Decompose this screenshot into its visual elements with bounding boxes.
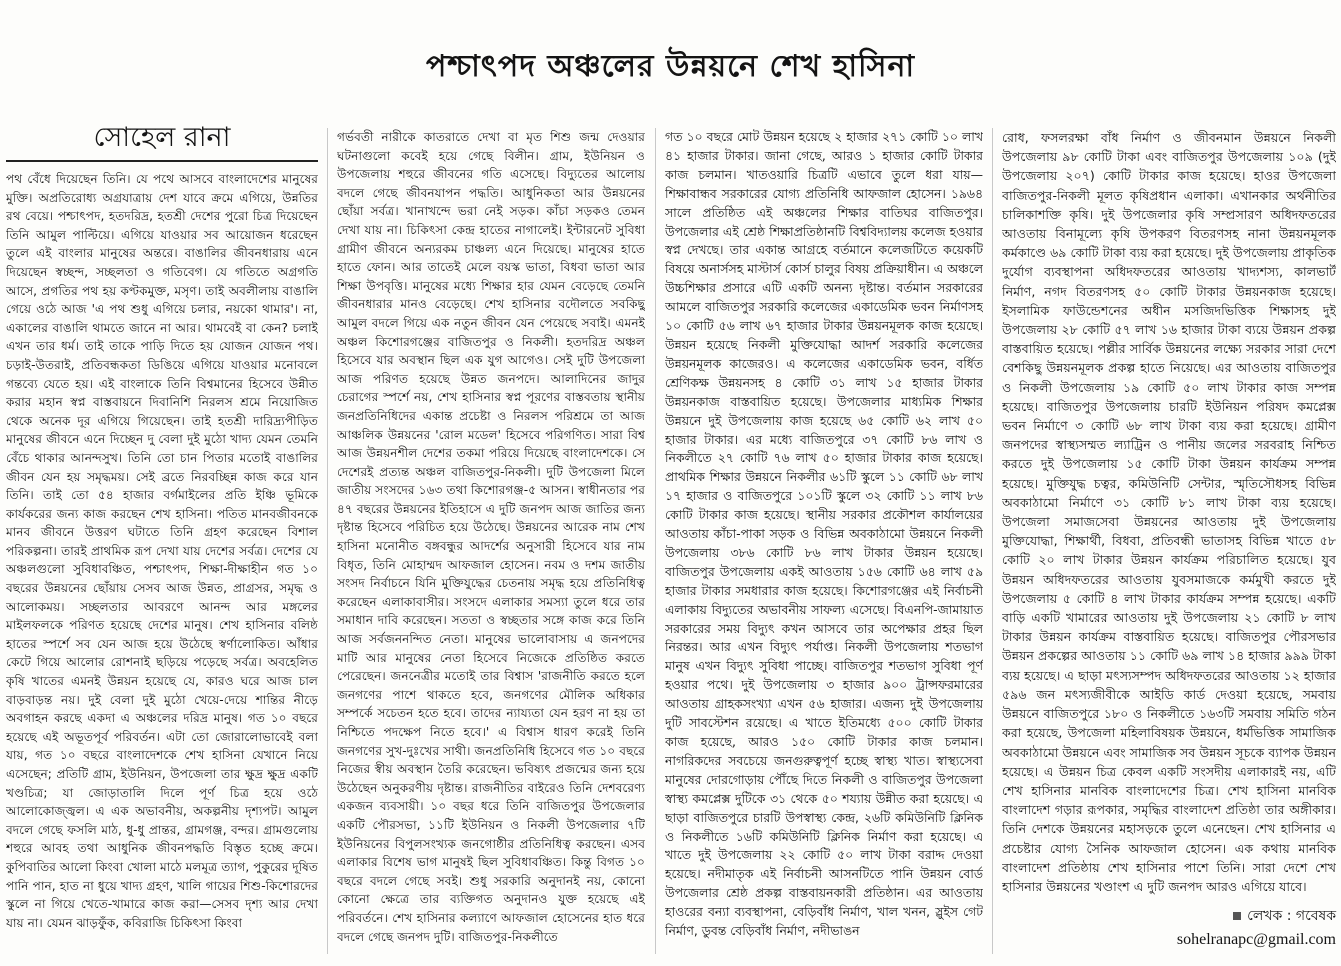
author-email[interactable]: sohelranapc@gmail.com [1176, 931, 1336, 948]
column-divider [655, 128, 656, 954]
column-text: রোধ, ফসলরক্ষা বাঁধ নির্মাণ ও জীবনমান উন্নয়নে নিকলী উপজেলায় ৯৮ কোটি টাকা এবং বাজিতপুর উপজেলায় ১০৯ (দুই উপজেলায় ২০৭) কোটি টাকার কাজ হয়েছে। হাওর উপজেলা বাজিতপুর-নিকলী মূলত কৃষিপ্রধান এলাকা। এখানকার অর্থনীতির চালিকাশক্তি কৃষি। দুই উপজেলার কৃষি সম্প্রসারণ অধিদফতরের আওতায় বিনামূল্যে কৃষি উপকরণ বিতরণসহ নানা উন্নয়নমূলক কর্মকাণ্ডে ৬৯ কোটি টাকা ব্যয় করা হয়েছে। দুই উপজেলায় প্রাকৃতিক দুর্যোগ ব্যবস্থাপনা অধিদফতরের আওতায় খাদ্যশস্য, কালভার্ট নির্মাণ, নগদ বিতরণসহ ৫০ কোটি টাকার উন্নয়নকাজ হয়েছে। ইসলামিক ফাউন্ডেশনের অধীন মসজিদভিত্তিক শিক্ষাসহ দুই উপজেলায় ২৮ কোটি ৫৭ লাখ ১৬ হাজার টাকা ব্যয়ে উন্নয়ন প্রকল্প বাস্তবায়িত হয়েছে। পল্লীর সার্বিক উন্নয়নের লক্ষ্যে সরকার সারা দেশে বেশকিছু উন্নয়নমূলক প্রকল্প হাতে নিয়েছে। এর আওতায় বাজিতপুর ও নিকলী উপজেলায় ১৯ কোটি ৫০ লাখ টাকার কাজ সম্পন্ন হয়েছে। বাজিতপুর উপজেলায় চারটি ইউনিয়ন পরিষদ কমপ্লেক্স ভবন নির্মাণে ৩ কোটি ৬৮ লাখ টাকা ব্যয় করা হয়েছে। গ্রামীণ জনপদের স্বাস্থ্যসম্মত ল্যাট্রিন ও পানীয় জলের সরবরাহ নিশ্চিত করতে দুই উপজেলায় ১৫ কোটি টাকা উন্নয়ন কার্যক্রম সম্পন্ন হয়েছে। মুক্তিযুদ্ধ চত্বর, কমিউনিটি সেন্টার, স্মৃতিসৌধসহ বিভিন্ন অবকাঠামো নির্মাণে ৩১ কোটি ৮১ লাখ টাকা ব্যয় হয়েছে। উপজেলা সমাজসেবা উন্নয়নের আওতায় দুই উপজেলায় মুক্তিযোদ্ধা, শিক্ষার্থী, বিধবা, প্রতিবন্ধী ভাতাসহ বিভিন্ন খাতে ৫৮ কোটি ২০ লাখ টাকার উন্নয়ন কার্যক্রম পরিচালিত হয়েছে। যুব উন্নয়ন অধিদফতরের আওতায় যুবসমাজকে কর্মমুখী করতে দুই উপজেলায় ৫ কোটি ৪ লাখ টাকার কার্যক্রম সম্পন্ন হয়েছে। একটি বাড়ি একটি খামারের আওতায় দুই উপজেলায় ২১ কোটি ৮ লাখ টাকার উন্নয়ন কার্যক্রম বাস্তবায়িত হয়েছে। বাজিতপুর পৌরসভার উন্নয়ন প্রকল্পের আওতায় ১১ কোটি ৬৯ লাখ ১৪ হাজার ৯৯৯ টাকা ব্যয় হয়েছে। এ ছাড়া মৎস্যসম্পদ অধিদফতরের আওতায় ১২ হাজার ৫৯৬ জন মৎস্যজীবীকে আইডি কার্ড দেওয়া হয়েছে, সমবায় উন্নয়নে বাজিতপুরে ১৮০ ও নিকলীতে ১৬৩টি সমবায় সমিতি গঠন করা হয়েছে, উপজেলা মহিলাবিষয়ক উন্নয়নে, ধর্মভিত্তিক সামাজিক অবকাঠামো উন্নয়নে এবং সামাজিক সব উন্নয়ন সূচকে ব্যাপক উন্নয়ন হয়েছে। এ উন্নয়ন চিত্র কেবল একটি সংসদীয় এলাকারই নয়, এটি শেখ হাসিনার মানবিক বাংলাদেশের চিত্র। শেখ হাসিনা মানবিক বাংলাদেশ গড়ার রূপকার, সমৃদ্ধির বাংলাদেশ প্রতিষ্ঠা তার অঙ্গীকার। তিনি দেশকে উন্নয়নের মহাসড়কে তুলে এনেছেন। শেখ হাসিনার এ প্রচেষ্টার যোগ্য সৈনিক আফজাল হোসেন। এক কথায় মানবিক বাংলাদেশ প্রতিষ্ঠায় শেখ হাসিনার পাশে তিনি। সারা দেশে শেখ হাসিনার উন্নয়নের খণ্ডাংশ এ দুটি জনপদ আরও এগিয়ে যাবে। [1002, 130, 1336, 894]
article-column-2 [337, 128, 645, 954]
column-divider [992, 128, 993, 954]
column-text: গত ১০ বছরে মোট উন্নয়ন হয়েছে ২ হাজার ২৭১ কোটি ১০ লাখ ৪১ হাজার টাকার। জানা গেছে, আরও ১ হাজার কোটি টাকার কাজ চলমান। খাতওয়ারি চিত্রটি এভাবে তুলে ধরা যায়— শিক্ষাবান্ধব সরকারের যোগ্য প্রতিনিধি আফজাল হোসেন। ১৯৬৪ সালে প্রতিষ্ঠিত এই অঞ্চলের শিক্ষার বাতিঘর বাজিতপুর। উপজেলার এই শ্রেষ্ঠ শিক্ষাপ্রতিষ্ঠানটি বিশ্ববিদ্যালয় কলেজ হওয়ার স্বপ্ন দেখছে। তার একান্ত আগ্রহে বর্তমানে কলেজটিতে কয়েকটি বিষয়ে অনার্সসহ মাস্টার্স কোর্স চালুর বিষয় প্রক্রিয়াধীন। এ অঞ্চলে উচ্চশিক্ষার প্রসারে এটি একটি অনন্য দৃষ্টান্ত। বর্তমান সরকারের আমলে বাজিতপুর সরকারি কলেজের একাডেমিক ভবন নির্মাণসহ ১০ কোটি ৫৬ লাখ ৬৭ হাজার টাকার উন্নয়নমূলক কাজ হয়েছে। উন্নয়ন হয়েছে নিকলী মুক্তিযোদ্ধা আদর্শ সরকারি কলেজের উন্নয়নমূলক কাজেরও। এ কলেজের একাডেমিক ভবন, বর্ধিত শ্রেণিকক্ষ উন্নয়নসহ ৪ কোটি ৩১ লাখ ১৫ হাজার টাকার উন্নয়নকাজ বাস্তবায়িত হয়েছে। উপজেলার মাধ্যমিক শিক্ষার উন্নয়নে দুই উপজেলায় কাজ হয়েছে ৬৫ কোটি ৬২ লাখ ৫০ হাজার টাকার। এর মধ্যে বাজিতপুরে ৩৭ কোটি ৮৬ লাখ ও নিকলীতে ২৭ কোটি ৭৬ লাখ ৫০ হাজার টাকার কাজ হয়েছে। প্রাথমিক শিক্ষার উন্নয়নে নিকলীর ৬১টি স্কুলে ১১ কোটি ৬৮ লাখ ১৭ হাজার ও বাজিতপুরে ১০১টি স্কুলে ৩২ কোটি ১১ লাখ ৮৬ কোটি টাকার কাজ হয়েছে। স্থানীয় সরকার প্রকৌশল কার্যালয়ের আওতায় কাঁচা-পাকা সড়ক ও বিভিন্ন অবকাঠামো উন্নয়নে নিকলী উপজেলায় ৩৮৬ কোটি ৮৬ লাখ টাকার উন্নয়ন হয়েছে। বাজিতপুর উপজেলায় একই আওতায় ১৫৬ কোটি ৬৪ লাখ ৫৯ হাজার টাকার সমধারার কাজ হয়েছে। কিশোরগঞ্জের এই নির্বাচনী এলাকায় বিদ্যুতের অভাবনীয় সাফল্য এসেছে। বিএনপি-জামায়াত সরকারের সময় বিদ্যুৎ কখন আসবে তার অপেক্ষার প্রহর ছিল নিরন্তর। আর এখন বিদ্যুৎ পর্যাপ্ত। নিকলী উপজেলায় শতভাগ মানুষ এখন বিদ্যুৎ সুবিধা পাচ্ছে। বাজিতপুর শতভাগ সুবিধা পূর্ণ হওয়ার পথে। দুই উপজেলায় ৩ হাজার ৯০০ ট্রান্সফরমারের আওতায় গ্রাহকসংখ্যা এখন ৫৬ হাজার। এজন্য দুই উপজেলায় দুটি সাবস্টেশন রয়েছে। এ খাতে ইতিমধ্যে ৫০০ কোটি টাকার কাজ হয়েছে, আরও ১৫০ কোটি টাকার কাজ চলমান। নাগরিকদের সবচেয়ে জনগুরুত্বপূর্ণ হচ্ছে স্বাস্থ্য খাত। স্বাস্থ্যসেবা মানুষের দোরগোড়ায় পৌঁছে দিতে নিকলী ও বাজিতপুর উপজেলা স্বাস্থ্য কমপ্লেক্স দুটিকে ৩১ থেকে ৫০ শয্যায় উন্নীত করা হয়েছে। এ ছাড়া বাজিতপুরে চারটি উপস্বাস্থ্য কেন্দ্র, ২৬টি কমিউনিটি ক্লিনিক ও নিকলীতে ১৬টি কমিউনিটি ক্লিনিক নির্মাণ করা হয়েছে। এ খাতে দুই উপজেলায় ২২ কোটি ৫০ লাখ টাকা বরাদ্দ দেওয়া হয়েছে। নদীমাতৃক এই নির্বাচনী আসনটিতে পানি উন্নয়ন বোর্ড উপজেলার শ্রেষ্ঠ প্রকল্প বাস্তবায়নকারী প্রতিষ্ঠান। এর আওতায় হাওরের বন্যা ব্যবস্থাপনা, বেড়িবাঁধ নির্মাণ, খাল খনন, স্লুইস গেট নির্মাণ, ডুবন্ত বেড়িবাঁধ নির্মাণ, নদীভাঙন [665, 129, 983, 939]
article-column-3 [665, 128, 983, 954]
byline [6, 118, 318, 162]
article-column-4 [1002, 128, 1336, 898]
writer-note-text: লেখক : গবেষক [1247, 908, 1336, 924]
square-bullet-icon [1233, 912, 1241, 920]
column-text: পথ বেঁধে দিয়েছেন তিনি। যে পথে আসবে বাংলাদেশের মানুষের মুক্তি। অপ্রতিরোধ্য অগ্রযাত্রায় দেশ যাবে ক্রমে এগিয়ে, উন্নতির রথ বেয়ে। পশ্চাৎপদ, হতদরিদ্র, হতশ্রী দেশের পুরো চিত্র দিয়েছেন তিনি আমুল পাল্টিয়ে। এগিয়ে যাওয়ার সব আয়োজন ধরেছেন তুলে এই বাংলার মানুষের অন্তরে। বাঙালির জীবনধারায় এনে দিয়েছেন স্বচ্ছন্দ, সচ্ছলতা ও গতিবেগ। যে গতিতে অগ্রগতি আসে, প্রগতির পথ হয় কণ্টকমুক্ত, মসৃণ। তাই অবলীলায় বাঙালি গেয়ে ওঠে আজ 'এ পথ শুধু এগিয়ে চলার, নয়কো থামার'। না, একালের বাঙালি থামতে জানে না আর। থামবেই বা কেন? চলাই এখন তার ধর্ম। তাই তাকে পাড়ি দিতে হয় যোজন যোজন পথ। চড়াই-উতরাই, প্রতিবন্ধকতা ডিঙিয়ে এগিয়ে যাওয়ার মনোবলে গন্তব্যে যেতে হয়। এই বাংলাকে তিনি বিশ্বমানের হিসেবে উন্নীত করার মহান স্বপ্ন বাস্তবায়নে দিবানিশি নিরলস শ্রমে নিয়োজিত থেকে অনেক দূর এগিয়ে গিয়েছেন। তাই হতশ্রী দারিদ্র্যপীড়িত মানুষের জীবনে এনে দিচ্ছেন দু বেলা দুই মুঠো খাদ্য যেমন তেমনি বেঁচে থাকার আনন্দসুখ। তিনি তো চান পিতার মতোই বাঙালির জীবন যেন হয় সমৃদ্ধময়। সেই ব্রতে নিরবচ্ছিন্ন কাজ করে যান তিনি। তাই তো ৫৪ হাজার বর্গমাইলের প্রতি ইঞ্চি ভূমিকে কার্যকরের জন্য কাজ করছেন শেখ হাসিনা। পতিত মানবজীবনকে মানব জীবনে উত্তরণ ঘটাতে তিনি গ্রহণ করেছেন বিশাল পরিকল্পনা। তারই প্রাথমিক রূপ দেখা যায় দেশের সর্বত্র। দেশের যে অঞ্চলগুলো সুবিধাবঞ্চিত, পশ্চাৎপদ, শিক্ষা-দীক্ষাহীন গত ১০ বছরের উন্নয়নের ছোঁয়ায় সেসব আজ উন্নত, প্রাগ্রসর, সমৃদ্ধ ও আলোকময়। সচ্ছলতার আবরণে আনন্দ আর মঙ্গলের মাইলফলকে পরিণত হয়েছে দেশের মানুষ। শেখ হাসিনার বলিষ্ঠ হাতের স্পর্শে সব যেন আজ হয়ে উঠেছে স্বর্ণালোকিত। আঁধার কেটে গিয়ে আলোর রোশনাই ছড়িয়ে পড়েছে সর্বত্র। অবহেলিত কৃষি খাতের এমনই উন্নয়ন হয়েছে যে, কারও ঘরে আজ চাল বাড়বাড়ন্ত নয়। দুই বেলা দুই মুঠো খেয়ে-দেয়ে শান্তির নীড়ে অবগাহন করছে একদা এ অঞ্চলের দরিদ্র মানুষ। গত ১০ বছরে হয়েছে এই অভূতপূর্ব পরিবর্তন। এটা তো জোরালোভাবেই বলা যায়, গত ১০ বছরে বাংলাদেশকে শেখ হাসিনা যেখানে নিয়ে এসেছেন; প্রতিটি গ্রাম, ইউনিয়ন, উপজেলা তার ক্ষুদ্র ক্ষুদ্র একটি খণ্ডচিত্র; যা জোড়াতালি দিলে পূর্ণ চিত্র হয়ে ওঠে আলোকোজ্জ্বল। এ এক অভাবনীয়, অকল্পনীয় দৃশ্যপট। আমুল বদলে গেছে ফসলি মাঠ, ধু-ধু প্রান্তর, গ্রামগঞ্জ, বন্দর। গ্রামগুলোয় শহুরে আবহ তথা আধুনিক জীবনপদ্ধতি বিস্তৃত হচ্ছে ক্রমে। কুপিবাতির আলো কিংবা খোলা মাঠে মলমূত্র ত্যাগ, পুকুরের দূষিত পানি পান, হাত না ধুয়ে খাদ্য গ্রহণ, খালি গায়ের শিশু-কিশোরদের স্কুলে না গিয়ে খেতে-খামারে কাজ করা—সেসব দৃশ্য আর দেখা যায় না। যেমন ঝাড়ফুঁক, কবিরাজি চিকিৎসা কিংবা [6, 172, 318, 930]
column-text: গর্ভবতী নারীকে কাতরাতে দেখা বা মৃত শিশু জন্ম দেওয়ার ঘটনাগুলো কবেই হয়ে গেছে বিলীন। গ্রাম, ইউনিয়ন ও উপজেলায় শহুরে জীবনের গতি এসেছে। বিদ্যুতের আলোয় বদলে গেছে জীবনযাপন পদ্ধতি। আধুনিকতা আর উন্নয়নের ছোঁয়া সর্বত্র। খানাখন্দে ভরা নেই সড়ক। কাঁচা সড়কও তেমন দেখা যায় না। চিকিৎসা কেন্দ্র হাতের নাগালেই। ইন্টারনেট সুবিধা গ্রামীণ জীবনে অন্যরকম চাঞ্চল্য এনে দিয়েছে। মানুষের হাতে হাতে ফোন। আর তাতেই মেলে বয়স্ক ভাতা, বিধবা ভাতা আর শিক্ষা উপবৃত্তি। মানুষের মধ্যে শিক্ষার হার যেমন বেড়েছে তেমনি জীবনধারার মানও বেড়েছে। শেখ হাসিনার বদৌলতে সবকিছু আমুল বদলে গিয়ে এক নতুন জীবন যেন পেয়েছে সবাই। এমনই অঞ্চল কিশোরগঞ্জের বাজিতপুর ও নিকলী। হতদরিদ্র অঞ্চল হিসেবে যার অবস্থান ছিল এক যুগ আগেও। সেই দুটি উপজেলা আজ পরিণত হয়েছে উন্নত জনপদে। আলাদিনের জাদুর চেরাগের স্পর্শে নয়, শেখ হাসিনার স্বপ্ন পূরণের বাস্তবতায় স্থানীয় জনপ্রতিনিধিদের একান্ত প্রচেষ্টা ও নিরলস পরিশ্রমে তা আজ আঞ্চলিক উন্নয়নের 'রোল মডেল' হিসেবে পরিগণিত। সারা বিশ্ব আজ উন্নয়নশীল দেশের তকমা পরিয়ে দিয়েছে বাংলাদেশকে। সে দেশেরই প্রত্যন্ত অঞ্চল বাজিতপুর-নিকলী। দুটি উপজেলা মিলে জাতীয় সংসদের ১৬৩ তথা কিশোরগঞ্জ-৫ আসন। স্বাধীনতার পর ৪৭ বছরের উন্নয়নের ইতিহাসে এ দুটি জনপদ আজ জাতির জন্য দৃষ্টান্ত হিসেবে পরিচিত হয়ে উঠেছে। উন্নয়নের আরেক নাম শেখ হাসিনা মনোনীত বঙ্গবন্ধুর আদর্শের অনুসারী হিসেবে যার নাম বিধৃত, তিনি মোহাম্মদ আফজাল হোসেন। নবম ও দশম জাতীয় সংসদ নির্বাচনে যিনি মুক্তিযুদ্ধের চেতনায় সমৃদ্ধ হয়ে প্রতিনিধিত্ব করেছেন এলাকাবাসীর। সংসদে এলাকার সমস্যা তুলে ধরে তার সমাধান দাবি করেছেন। সততা ও স্বচ্ছতার সঙ্গে কাজ করে তিনি আজ সর্বজননন্দিত নেতা। মানুষের ভালোবাসায় এ জনপদের মাটি আর মানুষের নেতা হিসেবে নিজেকে প্রতিষ্ঠিত করতে পেরেছেন। জননেত্রীর মতোই তার বিশ্বাস 'রাজনীতি করতে হলে জনগণের পাশে থাকতে হবে, জনগণের মৌলিক অধিকার সম্পর্কে সচেতন হতে হবে। তাদের ন্যায্যতা যেন হরণ না হয় তা নিশ্চিতে পদক্ষেপ নিতে হবে।' এ বিশ্বাস ধারণ করেই তিনি জনগণের সুখ-দুঃখের সাথী। জনপ্রতিনিধি হিসেবে গত ১০ বছরে নিজের স্বীয় অবস্থান তৈরি করেছেন। ভবিষ্যৎ প্রজন্মের জন্য হয়ে উঠেছেন অনুকরণীয় দৃষ্টান্ত। রাজনীতির বাইরেও তিনি দেশবরেণ্য একজন ব্যবসায়ী। ১০ বছর ধরে তিনি বাজিতপুর উপজেলার একটি পৌরসভা, ১১টি ইউনিয়ন ও নিকলী উপজেলার ৭টি ইউনিয়নের বিপুলসংখ্যক জনগোষ্ঠীর প্রতিনিধিত্ব করছেন। এসব এলাকার বিশেষ ভাগ মানুষই ছিল সুবিধাবঞ্চিত। কিন্তু বিগত ১০ বছরে বদলে গেছে সবই। শুধু সরকারি অনুদানই নয়, কোনো কোনো ক্ষেত্রে তার ব্যক্তিগত অনুদানও যুক্ত হয়েছে এই পরিবর্তনে। শেখ হাসিনার কল্যাণে আফজাল হোসেনের হাত ধরে বদলে গেছে জনপদ দুটি। বাজিতপুর-নিকলীতে [337, 130, 645, 944]
headline: পশ্চাৎপদ অঞ্চলের উন্নয়নে শেখ হাসিনা [425, 49, 916, 84]
author-name: সোহেল রানা [93, 122, 231, 153]
article-column-1 [6, 170, 318, 954]
writer-note [1002, 904, 1336, 928]
column-divider [327, 128, 328, 954]
author-footer [1002, 904, 1336, 952]
